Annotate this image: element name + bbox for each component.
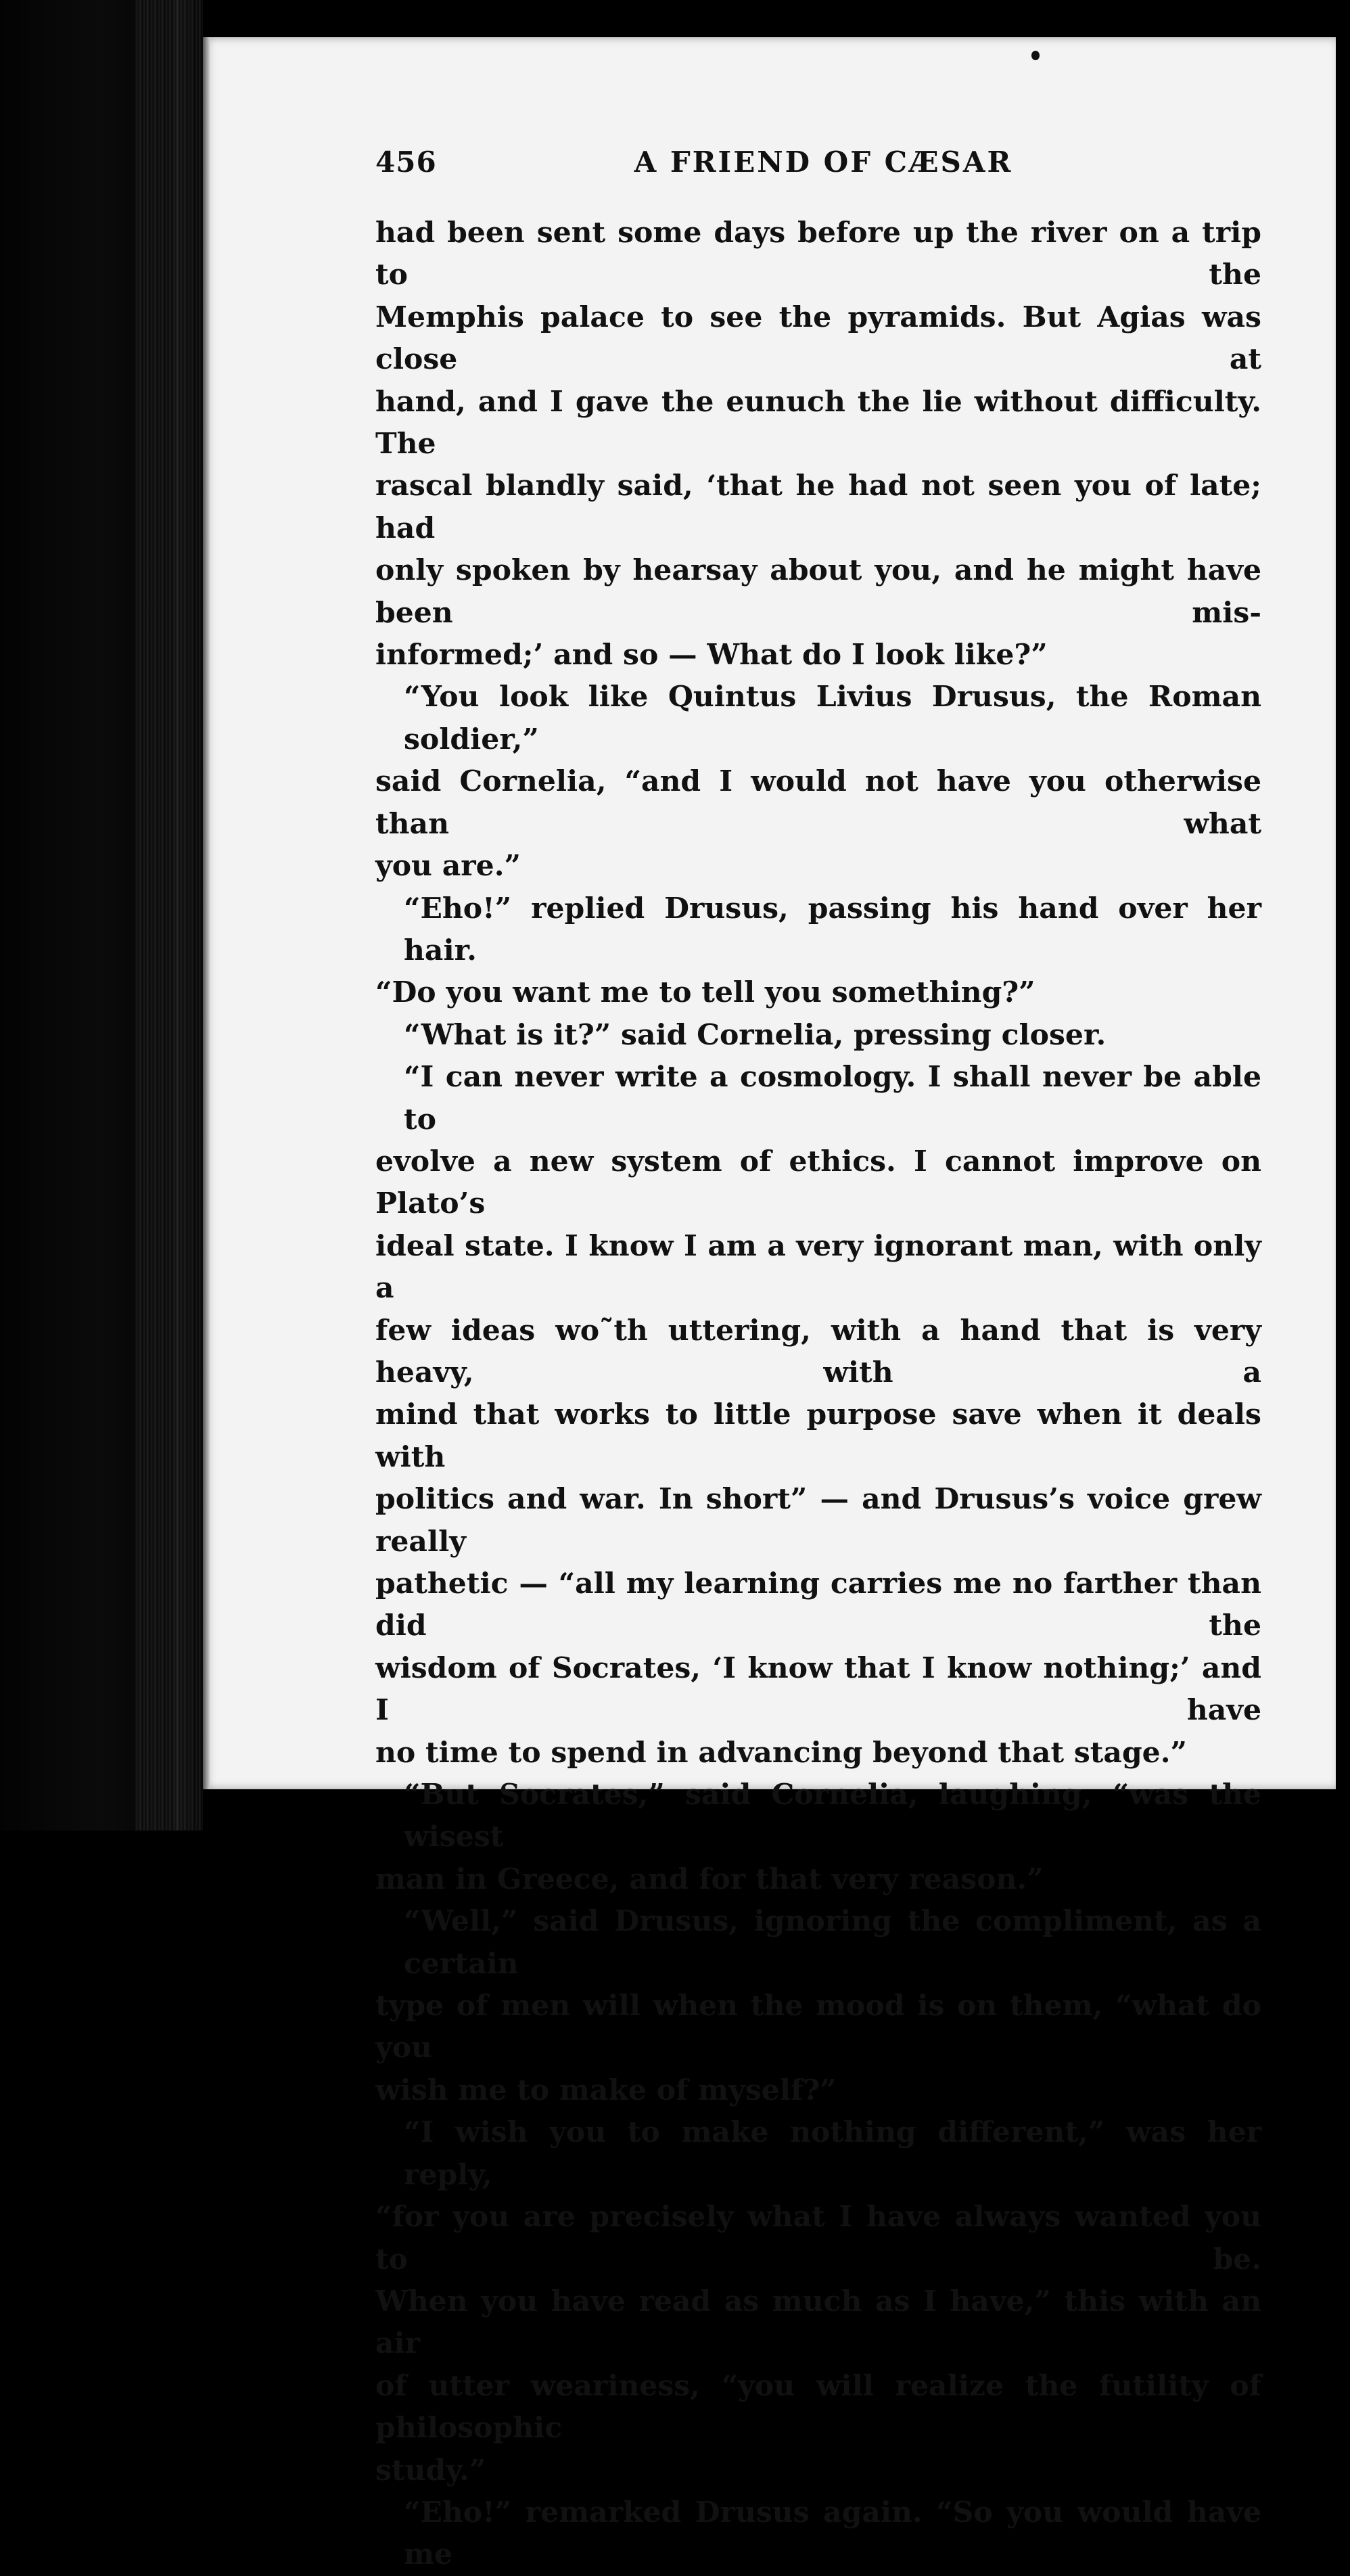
text-line: “You look like Quintus Livius Drusus, the Roman soldier,” — [404, 680, 1261, 756]
text-line: mind that works to little purpose save when it deals with — [375, 1398, 1261, 1474]
text-line: hand, and I gave the eunuch the lie without difficulty. The — [375, 384, 1261, 461]
book-page — [203, 37, 1336, 2572]
text-line: “Eho!” replied Drusus, passing his hand over her hair. — [404, 891, 1261, 967]
text-line: Memphis palace to see the pyramids. But Agias was close at — [375, 300, 1261, 377]
text-line: study.” — [375, 2453, 486, 2487]
running-title: A FRIEND OF CÆSAR — [634, 145, 1013, 179]
text-line: “Well,” said Drusus, ignoring the compliment, as a certain — [404, 1904, 1261, 1981]
text-line: “for you are precisely what I have always wanted you to be. — [375, 2200, 1261, 2276]
text-line: “Do you want me to tell you something?” — [375, 975, 1035, 1010]
text-line: wish me to make of myself?” — [375, 2073, 837, 2107]
running-header — [375, 145, 1231, 193]
text-line: ideal state. I know I am a very ignorant man, with only a — [375, 1228, 1261, 1306]
text-line: rascal blandly said, ‘that he had not seen you of late; had — [375, 469, 1261, 545]
text-line: “I wish you to make nothing different,” was her reply, — [404, 2115, 1261, 2192]
text-line: had been sent some days before up the river on a trip to the — [375, 216, 1261, 292]
text-line: “I can never write a cosmology. I shall never be able to — [404, 1060, 1261, 1136]
text-line: type of men will when the mood is on them, “what do you — [375, 1989, 1261, 2065]
text-line: only spoken by hearsay about you, and he might have been mis- — [375, 553, 1261, 630]
page-body-text — [375, 212, 1261, 2576]
text-line: “Eho!” remarked Drusus again. “So you would have me — [404, 2495, 1261, 2572]
page-gutter-shadow — [203, 37, 210, 1789]
book-spine-edge — [135, 0, 203, 1831]
text-line: you are.” — [375, 849, 521, 883]
text-line: wisdom of Socrates, ‘I know that I know nothing;’ and I have — [375, 1651, 1261, 1728]
text-line: man in Greece, and for that very reason.” — [375, 1862, 1044, 1896]
text-line: When you have read as much as I have,” this with an air — [375, 2284, 1261, 2361]
text-line: evolve a new system of ethics. I cannot improve on Plato’s — [375, 1144, 1261, 1221]
page-number: 456 — [375, 145, 437, 179]
text-line: of utter weariness, “you will realize the futility of philosophic — [375, 2368, 1261, 2445]
text-line: few ideas wo˜th uttering, with a hand that is very heavy, with a — [375, 1313, 1261, 1389]
text-line: informed;’ and so — What do I look like?” — [375, 638, 1048, 672]
text-line: said Cornelia, “and I would not have you otherwise than what — [375, 764, 1261, 841]
ink-speck — [1031, 51, 1040, 60]
text-line: no time to spend in advancing beyond that stage.” — [375, 1735, 1187, 1770]
text-line: “But Socrates,” said Cornelia, laughing, “was the wisest — [404, 1778, 1261, 1854]
text-line: pathetic — “all my learning carries me no farther than did the — [375, 1567, 1261, 1643]
text-line: “What is it?” said Cornelia, pressing closer. — [404, 1017, 1107, 1052]
text-line: politics and war. In short” — and Drusus’s voice grew really — [375, 1482, 1261, 1559]
